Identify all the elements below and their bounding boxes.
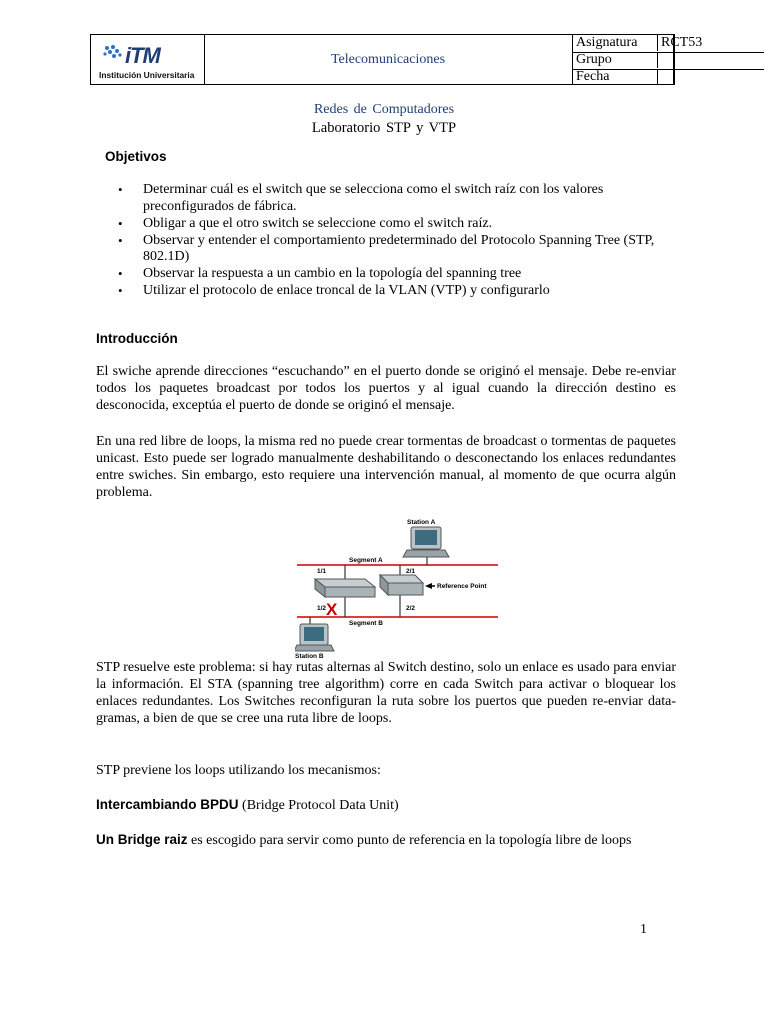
switch-1-icon [315, 579, 375, 597]
header-value-border [674, 34, 675, 85]
switch-2-icon [380, 575, 423, 595]
header-fields [573, 35, 703, 84]
list-item [118, 283, 674, 300]
objectives-list [118, 182, 674, 300]
intro-paragraph-4: STP previene los loops utilizando los mecanismos: [96, 763, 381, 778]
objective-text: Observar la respuesta a un cambio en la topología del spanning tree [143, 266, 522, 281]
subject-cell [204, 35, 573, 84]
subject-label: Telecomunicaciones [330, 51, 446, 67]
bullet-icon: • [118, 283, 123, 298]
mechanism-bpdu-title: Intercambiando BPDU [96, 797, 239, 812]
port-label-1-1: 1/1 [317, 568, 327, 575]
station-b-label: Station B [295, 653, 324, 660]
port-label-2-2: 2/2 [406, 605, 416, 612]
objective-text: Observar y entender el comportamiento predeterminado del Protocolo Spanning Tree (STP, 802.1D) [143, 232, 655, 264]
page-number: 1 [640, 922, 647, 937]
header-key: Fecha [573, 69, 658, 85]
station-a-computer-icon [403, 527, 449, 557]
intro-paragraph-3: STP resuelve este problema: si hay rutas alternas al Switch destino, solo un enlace es usado para enviar la información. El STA (spanning tree algorithm) corre en cada Switch para activar o bloquear los enlaces redundantes. Los Switches reconfiguran la ruta sobre los puertos que pueden re-enviar data- gramas, a bien de que se cree una ruta libre de loops. [96, 660, 676, 726]
blocked-port-mark: X [326, 600, 338, 619]
bullet-icon: • [118, 182, 123, 197]
station-b-computer-icon [295, 624, 334, 651]
bullet-icon: • [118, 215, 123, 231]
reference-point-label: Reference Point [437, 583, 487, 590]
header-row-grupo [573, 52, 764, 70]
port-label-1-2: 1/2 [317, 605, 327, 612]
intro-heading: Introducción [96, 331, 178, 346]
course-title: Redes de Computadores [313, 102, 455, 117]
objective-text: Determinar cuál es el switch que se selecciona como el switch raíz con los valores preconfigurados de fábrica. [143, 182, 604, 214]
objective-text: Obligar a que el otro switch se seleccione como el switch raíz. [143, 215, 493, 231]
logo-mark: iTM [125, 43, 160, 68]
port-label-2-1: 2/1 [406, 568, 416, 575]
header-table [90, 34, 703, 85]
segment-a-label: Segment A [349, 557, 383, 564]
header-key: Asignatura [573, 35, 658, 51]
station-a-label: Station A [407, 519, 436, 526]
list-item [118, 182, 674, 215]
objective-text: Utilizar el protocolo de enlace troncal de la VLAN (VTP) y configurarlo [143, 283, 550, 298]
list-item [118, 233, 674, 266]
mechanism-root-text: es escogido para servir como punto de referencia en la topología libre de loops [187, 833, 632, 848]
logo-cell [91, 35, 205, 84]
mechanism-bpdu [96, 796, 676, 814]
header-row-asignatura [573, 35, 764, 53]
intro-paragraph-1: El swiche aprende direcciones “escuchando” en el puerto donde se originó el mensaje. Debe re-enviar todos los paquetes broadcast por todos los puertos y al igual cuando la dirección destino es desconocida, exceptúa el puerto de donde se originó el mensaje. [96, 364, 676, 413]
header-value: RCT53 [661, 35, 703, 50]
stp-topology-diagram [295, 517, 500, 660]
header-row-fecha [573, 69, 764, 86]
mechanism-root-bridge [96, 831, 676, 849]
bullet-icon: • [118, 232, 123, 248]
intro-paragraph-2: En una red libre de loops, la misma red no puede crear tormentas de broadcast o tormentas de paquetes unicast. Esto puede ser logrado manualmente deshabilitando o desconectando los enlaces redundantes entre swiches. Sin embargo, esto requiere una intervención manual, al momento de que ocurra algún problema. [96, 434, 676, 500]
bullet-icon: • [118, 266, 123, 281]
objectives-heading: Objetivos [105, 149, 167, 164]
mechanism-root-title: Un Bridge raiz [96, 832, 188, 847]
segment-b-label: Segment B [349, 620, 383, 627]
list-item [118, 216, 674, 233]
reference-arrow-icon [425, 583, 432, 589]
list-item [118, 266, 674, 283]
itm-logo [99, 41, 199, 81]
lab-title: Laboratorio STP y VTP [311, 120, 457, 136]
logo-institution-text: Institución Universitaria [99, 70, 195, 80]
header-key: Grupo [573, 52, 658, 68]
mechanism-bpdu-text: (Bridge Protocol Data Unit) [238, 798, 399, 813]
